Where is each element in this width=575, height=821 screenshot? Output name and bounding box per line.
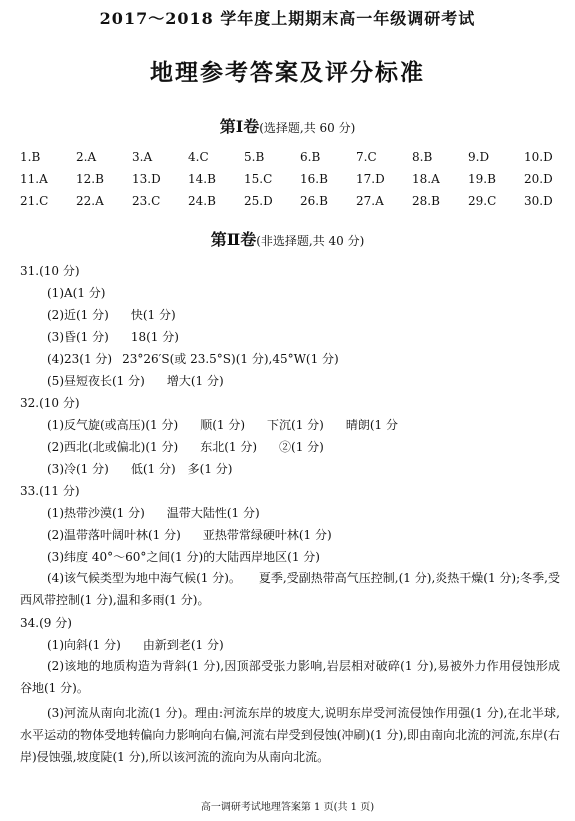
q33-item-3: (3)纬度 40°～60°之间(1 分)的大陆西岸地区(1 分)	[47, 550, 320, 564]
q32-item-2	[47, 438, 324, 455]
answer-cell: 5.B	[244, 150, 265, 164]
answer-cell: 4.C	[188, 150, 209, 164]
q32-item-3	[47, 460, 232, 477]
q31-item-4a: (4)23(1 分)	[47, 352, 113, 366]
q31-item-2b: 快(1 分)	[130, 308, 176, 322]
answer-cell: 9.D	[468, 150, 490, 164]
answer-cell: 30.D	[524, 194, 553, 208]
q34-item-1b: 由新到老(1 分)	[142, 638, 224, 652]
answer-cell: 25.D	[244, 194, 273, 208]
q32-item-1d: 晴朗(1 分	[345, 418, 398, 432]
answer-cell: 7.C	[356, 150, 377, 164]
q33-item-1b: 温带大陆性(1 分)	[166, 506, 260, 520]
q31-item-1: (1)A(1 分)	[47, 286, 106, 300]
q33-item-4: (4)该气候类型为地中海气候(1 分)。 夏季,受副热带高气压控制,(1 分),炎热干燥(1 分);冬季,受西风带控制(1 分),温和多雨(1 分)。	[20, 571, 560, 607]
q31-item-3	[47, 328, 179, 345]
q34-item-1	[47, 636, 224, 653]
answer-row	[20, 190, 560, 212]
answer-cell: 23.C	[132, 194, 161, 208]
q31-item-4b: 23°26′S(或 23.5°S)(1 分),45°W(1 分)	[122, 352, 339, 366]
answer-cell: 21.C	[20, 194, 49, 208]
answer-row	[20, 146, 560, 168]
answer-cell: 16.B	[300, 172, 328, 186]
q31-item-3b: 18(1 分)	[130, 330, 179, 344]
q32-item-3c: 多(1 分)	[187, 462, 233, 476]
q31-item-4	[47, 350, 339, 367]
answer-cell: 26.B	[300, 194, 328, 208]
answer-cell: 13.D	[132, 172, 161, 186]
q33-item-1	[47, 504, 260, 521]
answer-cell: 29.C	[468, 194, 497, 208]
q31-item-3a: (3)昏(1 分)	[47, 330, 109, 344]
q32-item-2b: 东北(1 分)	[200, 440, 258, 454]
q31-item-5a: (5)昼短夜长(1 分)	[47, 374, 145, 388]
answer-cell: 12.B	[76, 172, 104, 186]
q31-title: 31.(10 分)	[20, 264, 80, 278]
answer-cell: 2.A	[76, 150, 97, 164]
q32-item-1	[47, 416, 398, 433]
q31-item-5b: 增大(1 分)	[166, 374, 224, 388]
q33-item-2b: 亚热带常绿硬叶林(1 分)	[202, 528, 332, 542]
q32-title: 32.(10 分)	[20, 396, 80, 410]
answer-cell: 22.A	[76, 194, 104, 208]
part2-heading-main: 第Ⅱ卷	[210, 230, 257, 249]
q32-item-3b: 低(1 分)	[130, 462, 176, 476]
answer-cell: 28.B	[412, 194, 440, 208]
answer-cell: 10.D	[524, 150, 553, 164]
answer-cell: 6.B	[300, 150, 321, 164]
answer-cell: 11.A	[20, 172, 48, 186]
answer-cell: 17.D	[356, 172, 385, 186]
document-title: 地理参考答案及评分标准	[150, 59, 425, 86]
q32-item-2c: ②(1 分)	[279, 440, 324, 454]
q33-item-2a: (2)温带落叶阔叶林(1 分)	[47, 528, 181, 542]
q34-item-1a: (1)向斜(1 分)	[47, 638, 121, 652]
q33-title: 33.(11 分)	[20, 484, 80, 498]
q32-item-2a: (2)西北(北或偏北)(1 分)	[47, 440, 179, 454]
q34-item-3: (3)河流从南向北流(1 分)。理由:河流东岸的坡度大,说明东岸受河流侵蚀作用强(1 分),在北半球,水平运动的物体受地转偏向力影响向右偏,河流右岸受到侵蚀(冲刷)(1 分),即由南向北流的河流,东岸(右岸)侵蚀强,坡度陡(1 分),所以该河流的流向为从南向北流。	[20, 706, 560, 764]
q31-item-2	[47, 306, 176, 323]
answer-cell: 18.A	[412, 172, 440, 186]
answer-row	[20, 168, 560, 190]
answer-cell: 19.B	[468, 172, 496, 186]
answer-cell: 1.B	[20, 150, 41, 164]
answer-cell: 14.B	[188, 172, 216, 186]
part1-heading-main: 第Ⅰ卷	[219, 117, 260, 136]
q34-item-2: (2)该地的地质构造为背斜(1 分),因顶部受张力影响,岩层相对破碎(1 分),易被外力作用侵蚀形成谷地(1 分)。	[20, 659, 560, 695]
q33-item-2	[47, 526, 332, 543]
q33-item-1a: (1)热带沙漠(1 分)	[47, 506, 145, 520]
q32-item-1a: (1)反气旋(或高压)(1 分)	[47, 418, 179, 432]
part2-heading	[0, 227, 575, 250]
answer-cell: 20.D	[524, 172, 553, 186]
part2-heading-sub: (非选择题,共 40 分)	[256, 234, 365, 248]
q31-item-5	[47, 372, 224, 389]
part1-heading-sub: (选择题,共 60 分)	[259, 121, 356, 135]
q32-item-1b: 顺(1 分)	[200, 418, 246, 432]
exam-title: 2017～2018 学年度上期期末高一年级调研考试	[99, 9, 476, 28]
answer-cell: 15.C	[244, 172, 273, 186]
answer-cell: 3.A	[132, 150, 153, 164]
page-footer: 高一调研考试地理答案第 1 页(共 1 页)	[200, 802, 375, 813]
part1-heading	[0, 114, 575, 137]
q32-item-1c: 下沉(1 分)	[267, 418, 324, 432]
q34-title: 34.(9 分)	[20, 616, 72, 630]
answer-cell: 8.B	[412, 150, 433, 164]
choice-answer-grid	[20, 146, 560, 212]
q32-item-3a: (3)冷(1 分)	[47, 462, 109, 476]
answer-cell: 24.B	[188, 194, 216, 208]
answer-cell: 27.A	[356, 194, 384, 208]
q31-item-2a: (2)近(1 分)	[47, 308, 109, 322]
